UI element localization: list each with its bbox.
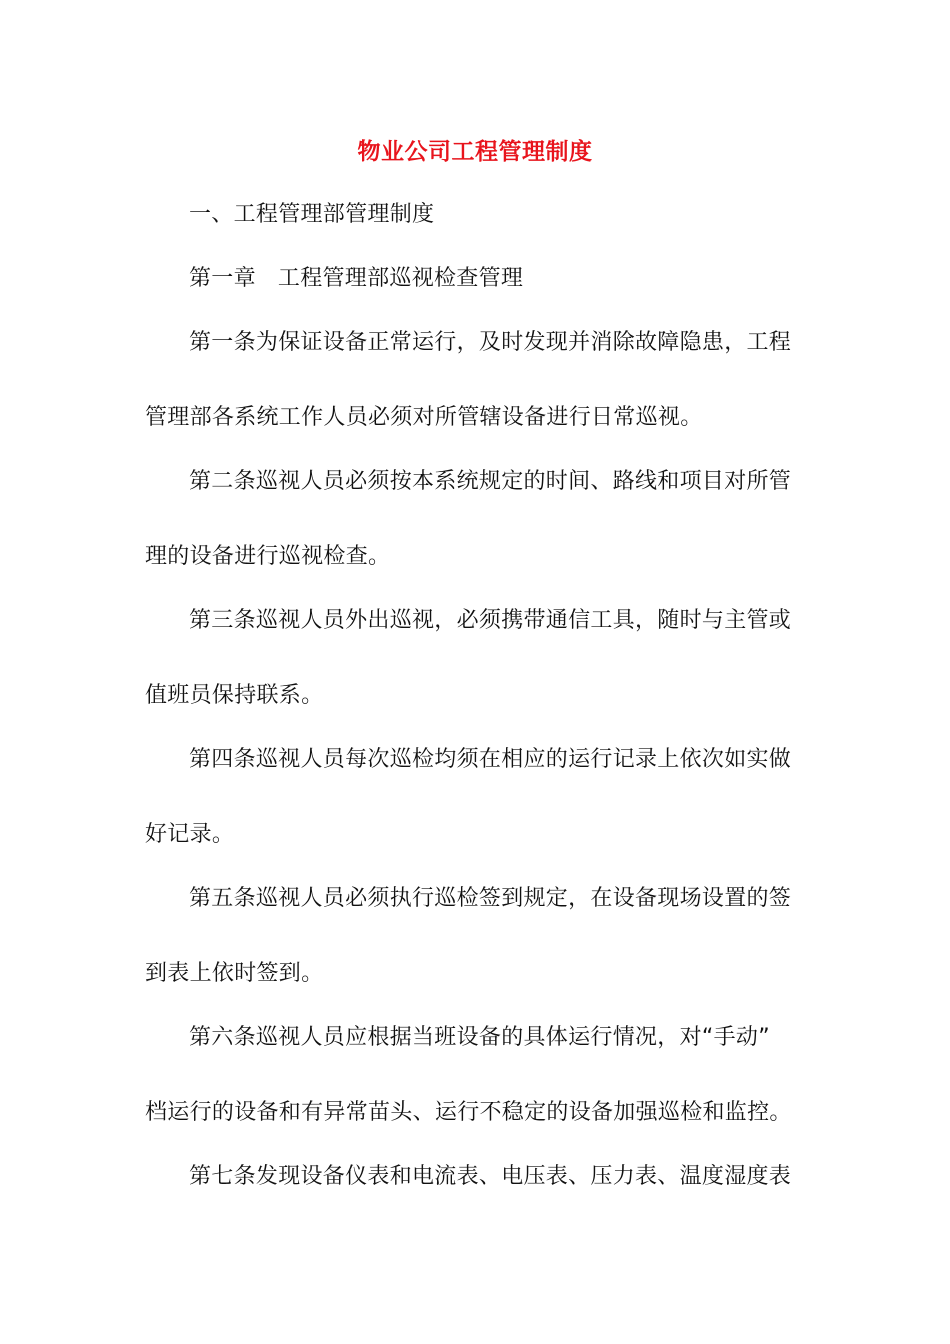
article-2-line-2: 理的设备进行巡视检查。 [145, 544, 391, 569]
article-7-line-1: 第七条发现设备仪表和电流表、电压表、压力表、温度湿度表 [189, 1164, 792, 1189]
chapter-name: 工程管理部巡视检查管理 [277, 266, 524, 291]
article-5-line-2: 到表上依时签到。 [145, 961, 324, 986]
article-4-line-2: 好记录。 [145, 822, 235, 847]
chapter-number: 第一章 [189, 266, 256, 291]
article-1-line-2: 管理部各系统工作人员必须对所管辖设备进行日常巡视。 [145, 405, 703, 430]
article-1-line-1: 第一条为保证设备正常运行，及时发现并消除故障隐患，工程 [189, 330, 792, 355]
article-4-line-1: 第四条巡视人员每次巡检均须在相应的运行记录上依次如实做 [189, 747, 792, 772]
chapter-heading [189, 263, 523, 295]
document-title: 物业公司工程管理制度 [357, 139, 593, 165]
article-6-line-1: 第六条巡视人员应根据当班设备的具体运行情况，对“手动” [189, 1025, 770, 1050]
article-5-line-1: 第五条巡视人员必须执行巡检签到规定，在设备现场设置的签 [189, 886, 792, 911]
article-3-line-2: 值班员保持联系。 [145, 683, 324, 708]
section-heading: 一、工程管理部管理制度 [189, 202, 435, 227]
article-2-line-1: 第二条巡视人员必须按本系统规定的时间、路线和项目对所管 [189, 469, 792, 494]
article-3-line-1: 第三条巡视人员外出巡视，必须携带通信工具，随时与主管或 [189, 608, 792, 633]
article-6-line-2: 档运行的设备和有异常苗头、运行不稳定的设备加强巡检和监控。 [145, 1100, 792, 1125]
